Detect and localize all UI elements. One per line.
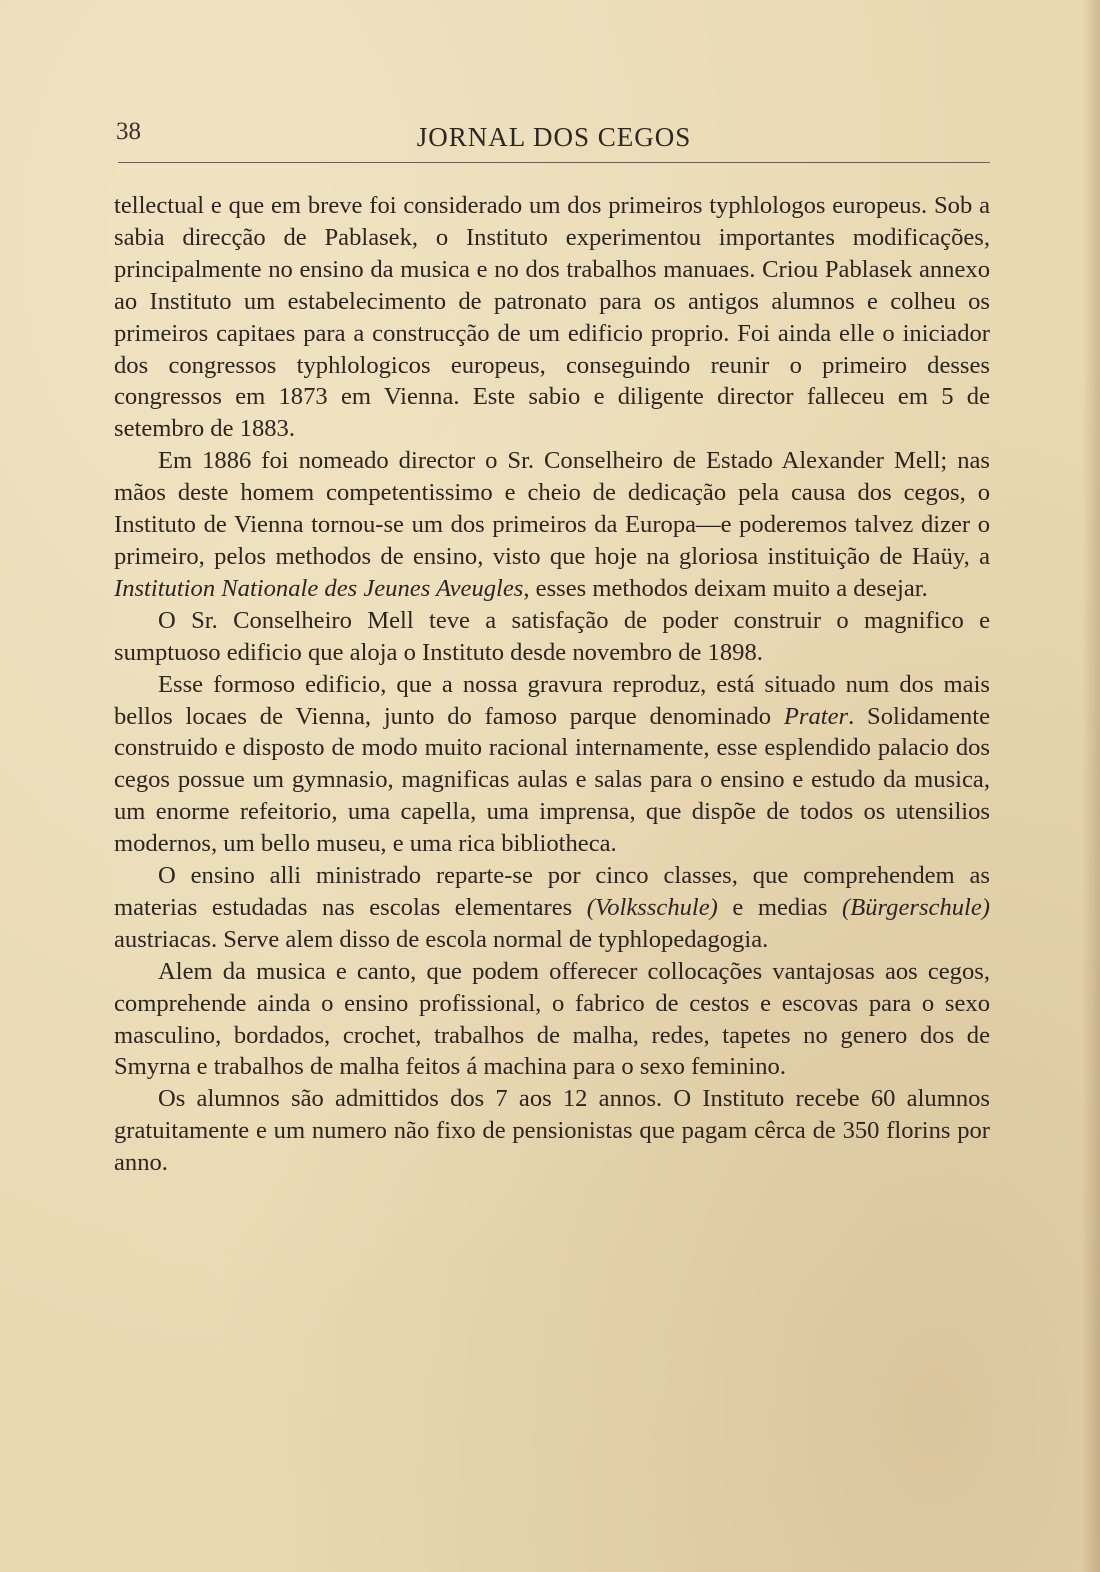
paragraph: [114, 860, 990, 956]
text-run: Em 1886 foi nomeado director o Sr. Conselheiro de Estado Alexander Mell; nas mãos deste homem competentissimo e cheio de dedicação pela causa dos cegos, o Instituto de Vienna tornou-se um dos primeiros da Europa—e poderemos talvez dizer o primeiro, pelos methodos de ensino, visto que hoje na gloriosa instituição de Haüy, a: [114, 447, 990, 570]
text-run: tellectual e que em breve foi considerado um dos primeiros typhlologos europeus. Sob a sabia direcção de Pablasek, o Instituto experimentou importantes modificações, principalmente no ensino da musica e no dos trabalhos manuaes. Criou Pablasek annexo ao Instituto um estabelecimento de patronato para os antigos alumnos e colheu os primeiros capitaes para a construcção de um edificio proprio. Foi ainda elle o iniciador dos congressos typhlologicos europeus, conseguindo reunir o primeiro desses congressos em 1873 em Vienna. Este sabio e diligente director falleceu em 5 de setembro de 1883.: [114, 192, 990, 443]
text-run: austriacas. Serve alem disso de escola normal de typhlopedagogia.: [114, 925, 769, 953]
text-run: , esses methodos deixam muito a desejar.: [523, 574, 928, 602]
header-rule: [118, 162, 990, 163]
running-head-title: JORNAL DOS CEGOS: [416, 122, 692, 152]
paragraph: [114, 190, 990, 445]
text-run: Esse formoso edificio, que a nossa gravura reproduz, está situado num dos mais bellos locaes de Vienna, junto do famoso parque denominado: [114, 670, 990, 730]
paragraph: [114, 1083, 990, 1179]
paragraph: [114, 956, 990, 1084]
page-edge-shadow: [1082, 0, 1100, 1572]
text-run: Alem da musica e canto, que podem offerecer collocações vantajosas aos cegos, comprehende ainda o ensino profissional, o fabrico de cestos e escovas para o sexo masculino, bordados, crochet, trabalhos de malha, redes, tapetes no genero dos de Smyrna e trabalhos de malha feitos á machina para o sexo feminino.: [114, 957, 990, 1081]
text-run: . Solidamente construido e disposto de modo muito racional internamente, esse esplendido palacio dos cegos possue um gymnasio, magnificas aulas e salas para o ensino e estudo da musica, um enorme refeitorio, uma capella, uma imprensa, que dispõe de todos os utensilios modernos, um bello museu, e uma rica bibliotheca.: [114, 702, 991, 858]
text-run: O ensino alli ministrado reparte-se por cinco classes, que comprehendem as materias estudadas nas escolas elementares: [114, 862, 990, 921]
paragraph: [114, 605, 990, 669]
article-body: [114, 190, 990, 1179]
text-run: O Sr. Conselheiro Mell teve a satisfação de poder construir o magnifico e sumptuoso edificio que aloja o Instituto desde novembro de 1898.: [114, 606, 990, 666]
text-run: Os alumnos são admittidos dos 7 aos 12 annos. O Instituto recebe 60 alumnos gratuitamente e um numero não fixo de pensionistas que pagam cêrca de 350 florins por anno.: [114, 1085, 990, 1177]
italic-title: Institution Nationale des Jeunes Aveugles: [114, 574, 524, 602]
italic-place-name: Prater: [783, 702, 849, 730]
italic-term: (Volksschule): [586, 893, 718, 921]
page-header: [116, 118, 992, 158]
paragraph: [114, 669, 990, 860]
italic-term: (Bürgerschule): [842, 893, 990, 921]
text-run: e medias: [717, 893, 843, 921]
page-number: 38: [116, 118, 141, 145]
paragraph: [114, 445, 990, 605]
